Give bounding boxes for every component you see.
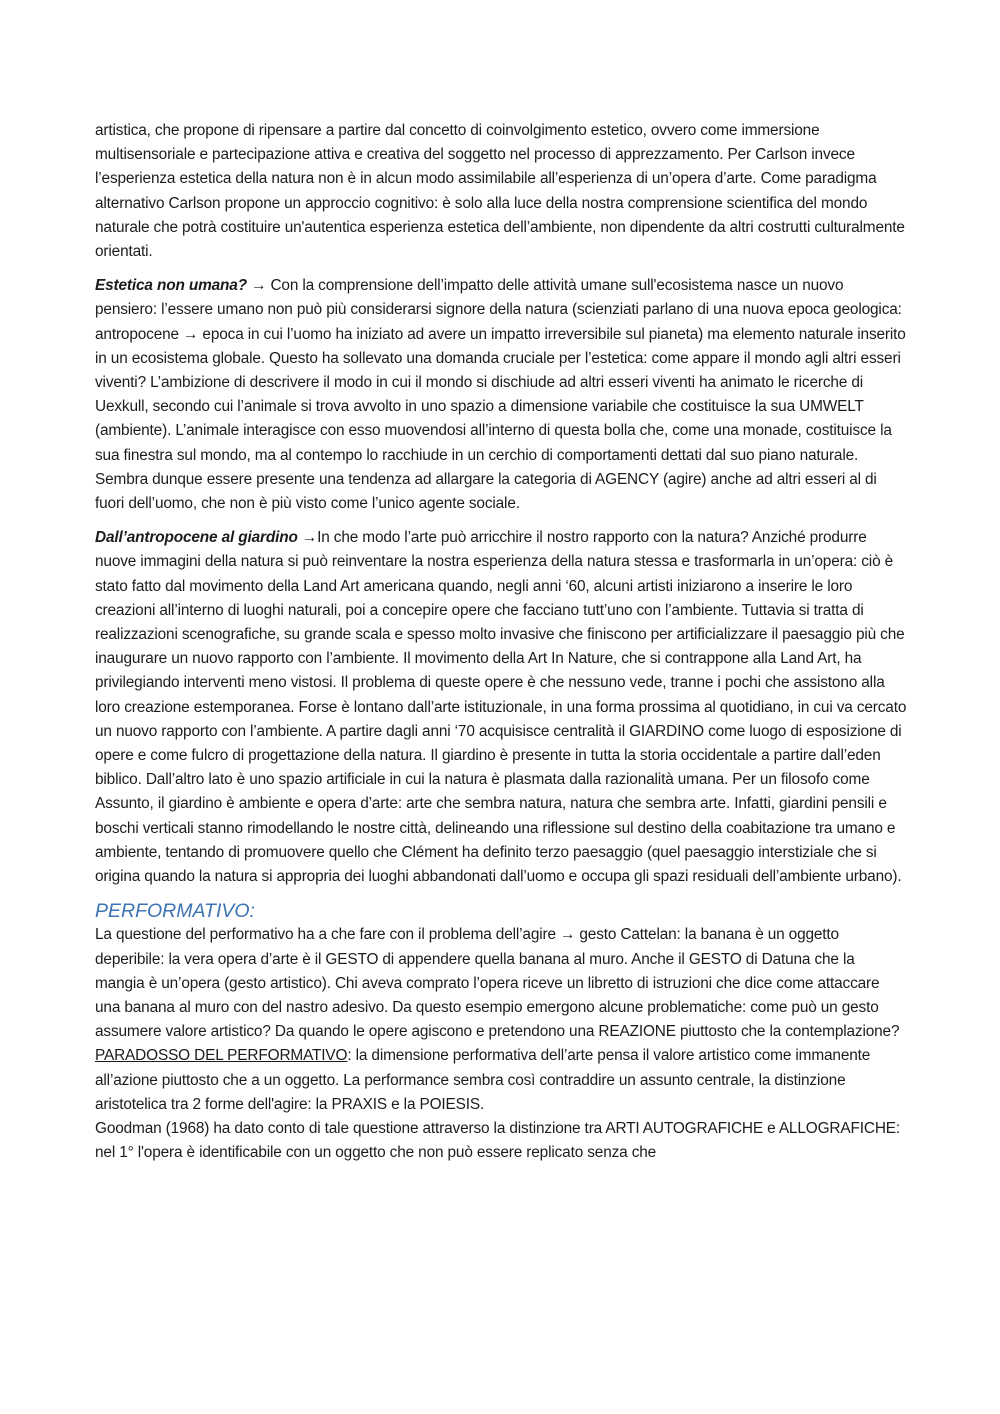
paragraph-body: → Con la comprensione dell’impatto delle attività umane sull'ecosistema nasce un nuovo pensiero: l’essere umano non può più considerarsi signore della natura (scienziati parlano di una nuova epoca geologica: antropocene → epoca in cui l’uomo ha iniziato ad avere un impatto irreversibile sul pianeta) ma elemento naturale inserito in un ecosistema globale. Questo ha sollevato una domanda cruciale per l’estetica: come appare il mondo agli altri esseri viventi? L’ambizione di descrivere il modo in cui il mondo si dischiude ad altri esseri viventi ha animato le ricerche di Uexkull, secondo cui l’animale si trova avvolto in uno spazio a dimensione variabile che costituisce la sua UMWELT (ambiente). L’animale interagisce con esso muovendosi all’interno di questa bolla che, come una monade, costituisce la sua finestra sul mondo, ma al contempo lo racchiude in un cerchio di comportamenti dettati dal suo piano naturale. Sembra dunque essere presente una tendenza ad allargare la categoria di AGENCY (agire) anche ad altri esseri al di fuori dell’uomo, che non è più visto come l’unico agente sociale.	[95, 277, 906, 513]
paragraph-goodman: Goodman (1968) ha dato conto di tale questione attraverso la distinzione tra ARTI AUTOGRAFICHE e ALLOGRAFICHE: nel 1° l'opera è identificabile con un oggetto che non può essere replicato senza che	[95, 1119, 901, 1162]
paragraph-estetica-non-umana	[95, 274, 907, 516]
paragraph-body: →In che modo l’arte può arricchire il nostro rapporto con la natura? Anziché produrre nuove immagini della natura si può reinventare la nostra esperienza della natura stessa e trasformarla in un’opera: ciò è stato fatto dal movimento della Land Art americana quando, negli anni ‘60, alcuni artisti iniziarono a inserire le loro creazioni all’interno di luoghi naturali, poi a concepire opere che facciano tutt’uno con l’ambiente. Tuttavia si tratta di realizzazioni scenografiche, su grande scala e spesso molto invasive che finiscono per artificializzare il paesaggio più che inaugurare un nuovo rapporto con l’ambiente. Il movimento della Art In Nature, che si contrappone alla Land Art, ha privilegiando interventi meno vistosi. Il problema di queste opere è che nessuno vede, tranne i pochi che assistono alla loro creazione estemporanea. Forse è lontano dall’arte istituzionale, in una forma prossima al quotidiano, in cui va cercato un nuovo rapporto con l’ambiente. A partire dagli anni ‘70 acquisisce centralità il GIARDINO come luogo di esposizione di opere e come fulcro di progettazione della natura. Il giardino è presente in tutta la storia occidentale a partire dall’eden biblico. Dall’altro lato è uno spazio artificiale in cui la natura è plasmata dalla razionalità umana. Per un filosofo come Assunto, il giardino è ambiente e opera d’arte: arte che sembra natura, natura che sembra arte. Infatti, giardini pensili e boschi verticali stanno rimodellando le nostre città, delineando una riflessione sul destino della coabitazione tra umano e ambiente, tentando di promuovere quello che Clément ha definito terzo paesaggio (quel paesaggio interstiziale che si origina quando la natura si appropria dei luoghi abbandonati dall’uomo e occupa gli spazi residuali dell’ambiente urbano).	[95, 529, 907, 886]
paragraph-body: La questione del performativo ha a che fare con il problema dell’agire → gesto Cattelan: la banana è un oggetto deperibile: la vera opera d’arte è il GESTO di appendere quella banana al muro. Anche il GESTO di Datuna che la mangia è un’opera (gesto artistico). Chi aveva comprato l’opera riceve un libretto di istruzioni che dice come attaccare una banana al muro con del nastro adesivo. Da questo esempio emergono alcune problematiche: come può un gesto assumere valore artistico? Da quando le opere agiscono e pretendono una REAZIONE piuttosto che la contemplazione?	[95, 926, 900, 1041]
paragraph-antropocene-giardino	[95, 526, 907, 889]
paragraph-carlson: artistica, che propone di ripensare a partire dal concetto di coinvolgimento estetico, ovvero come immersione multisensoriale e partecipazione attiva e creativa del soggetto nel processo di apprezzamento. Per Carlson invece l’esperienza estetica della natura non è in alcun modo assimilabile all’esperienza di un’opera d’arte. Come paradigma alternativo Carlson propone un approccio cognitivo: è solo alla luce della nostra comprensione scientifica del mondo naturale che potrà costituire un'autentica esperienza estetica dell’ambiente, non dipendente da altri costrutti culturalmente orientati.	[95, 122, 905, 261]
paragraph-body: : la dimensione performativa dell’arte pensa il valore artistico come immanente all’azione piuttosto che a un oggetto. La performance sembra così contraddire un assunto centrale, la distinzione aristotelica tra 2 forme dell'agire: la PRAXIS e la POIESIS.	[95, 1047, 871, 1113]
paragraph-lead: Dall’antropocene al giardino	[95, 529, 298, 547]
document-page	[95, 119, 907, 1165]
paragraph-lead: Estetica non umana?	[95, 277, 247, 295]
underlined-term: PARADOSSO DEL PERFORMATIVO	[95, 1047, 348, 1065]
paragraph-performativo	[95, 923, 907, 1117]
section-heading: PERFORMATIVO:	[95, 900, 255, 923]
